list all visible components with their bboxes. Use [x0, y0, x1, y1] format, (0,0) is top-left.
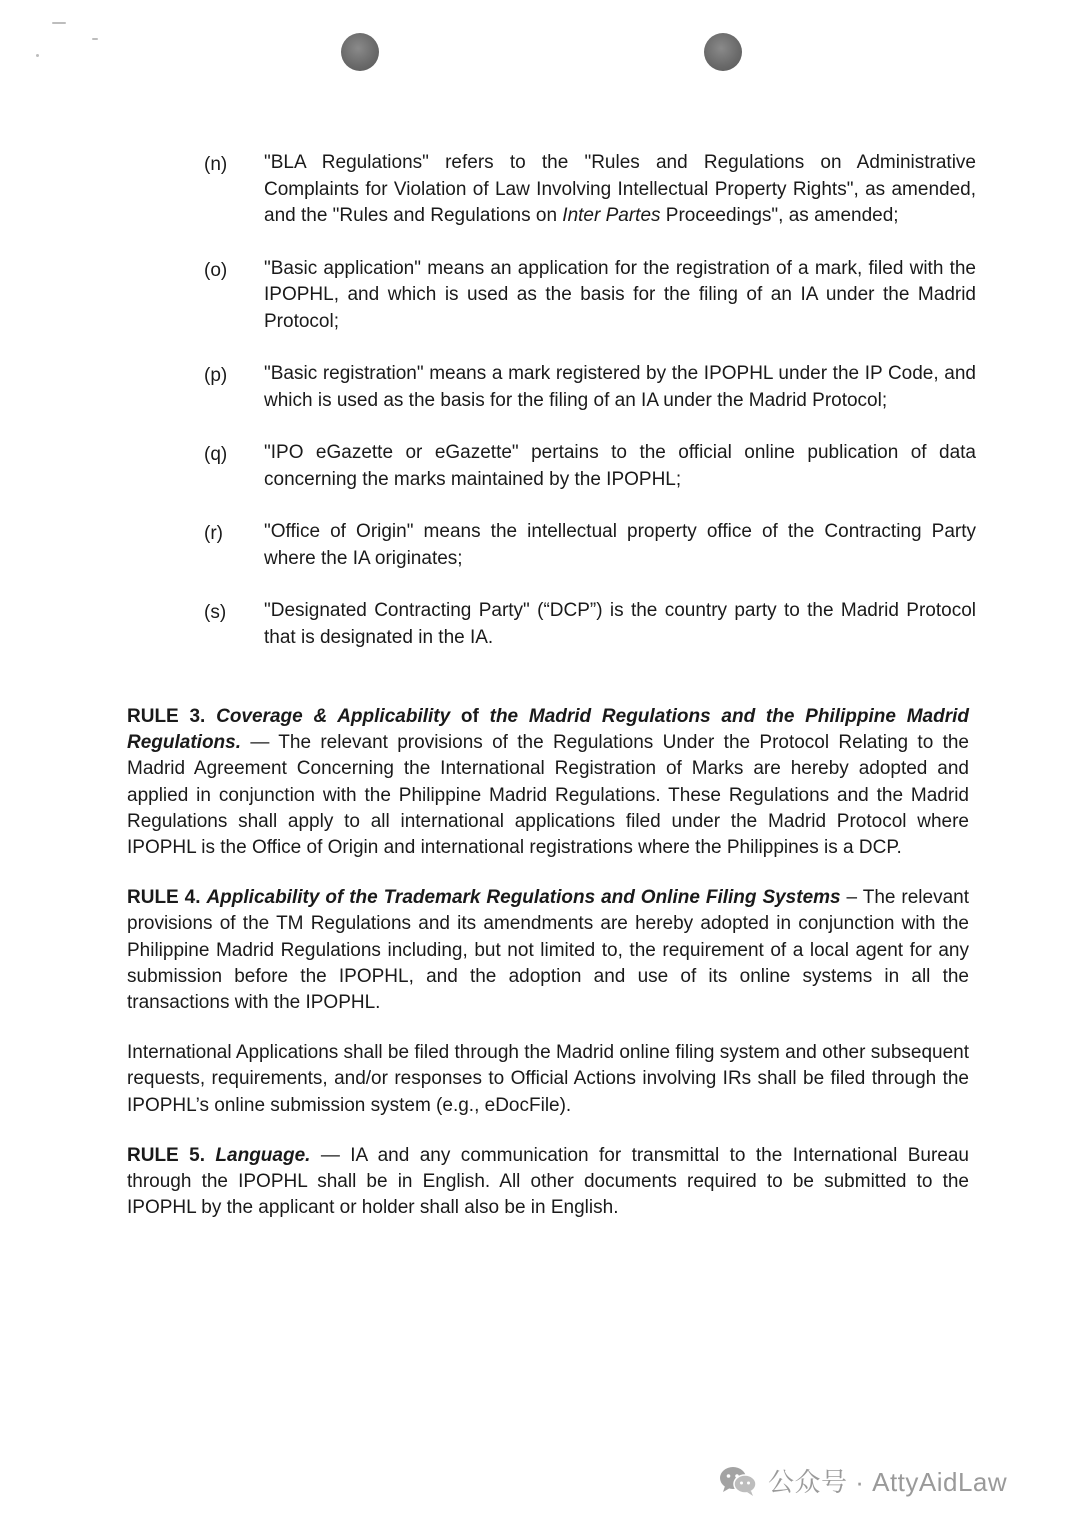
rule-number: RULE 4. [127, 887, 201, 909]
rule-3-paragraph [127, 704, 969, 861]
rule-4-paragraph [127, 885, 969, 1016]
definition-text: "Basic application" means an application for the registration of a mark, filed with the IPOPHL, and which is used as the basis for the filing of an IA under the Madrid Protocol; [264, 257, 976, 332]
punch-hole-right [704, 33, 742, 71]
definition-item-r [204, 519, 976, 572]
definition-letter: (o) [204, 259, 228, 281]
rule-body: — IA and any communication for transmittal to the International Bureau through the IPOPHL shall be in English. All other documents required to be submitted to the IPOPHL by the applicant or holder shall also be in English. [127, 1144, 969, 1219]
scan-speck [36, 54, 39, 57]
rule-title: Coverage & Applicability [216, 706, 451, 727]
rule-title: Language. [215, 1144, 311, 1166]
definition-text-part: "BLA Regulations" refers to the "Rules and Regulations on Administrative Complaints for Violation of Law Involving Intellectual Property Rights", as amended, and the "Rules and Regulations on [264, 152, 976, 226]
scan-speck [52, 22, 66, 24]
rule-body: — The relevant provisions of the Regulations Under the Protocol Relating to the Madrid Agreement Concerning the International Registration of Marks are hereby adopted and applied in conjunction with the Philippine Madrid Regulations. These Regulations and the Madrid Regulations shall apply to all international applications filed under the Madrid Protocol where IPOPHL is the Office of Origin and international registrations where the Philippines is a DCP. [127, 732, 969, 859]
definition-text [264, 150, 976, 230]
scan-speck [92, 38, 98, 40]
definition-item-s [204, 598, 976, 651]
definition-text-italic: Inter Partes [562, 205, 661, 226]
definition-text: "Designated Contracting Party" (“DCP”) is the country party to the Madrid Protocol that is designated in the IA. [264, 600, 976, 648]
rule-title: Applicability of the Trademark Regulations and Online Filing Systems [206, 887, 841, 909]
rule-title: the Madrid Regulations and the Philippine Madrid Regulations. [127, 706, 969, 754]
definition-text-part: Proceedings", as amended; [660, 205, 899, 226]
definition-item-q [204, 440, 976, 493]
definition-letter: (s) [204, 602, 227, 623]
rule-5-paragraph [127, 1143, 969, 1222]
watermark-text: 公众号 · AttyAidLaw [768, 1467, 1008, 1497]
definition-item-n [204, 150, 976, 230]
watermark [718, 1462, 1007, 1499]
rules-section [127, 704, 969, 1245]
definition-text: "Basic registration" means a mark registered by the IPOPHL under the IP Code, and which is used as the basis for the filing of an IA under the Madrid Protocol; [264, 363, 976, 411]
punch-hole-left [341, 33, 379, 71]
rule-number: RULE 5. [127, 1144, 205, 1166]
definitions-list [204, 150, 976, 651]
definition-item-p [204, 361, 976, 414]
definition-letter: (r) [204, 523, 223, 544]
rule-body: – The relevant provisions of the TM Regulations and its amendments are hereby adopted in conjunction with the Philippine Madrid Regulations including, but not limited to, the requirement of a local agent for any submission before the IPOPHL, and the adoption and use of its online systems in all the transactions with the IPOPHL. [127, 887, 969, 1014]
definition-letter: (p) [204, 365, 228, 386]
definition-text: "IPO eGazette or eGazette" pertains to the official online publication of data concerning the marks maintained by the IPOPHL; [264, 442, 976, 490]
definition-item-o [204, 256, 976, 336]
definition-letter: (q) [204, 444, 228, 465]
wechat-icon [718, 1465, 758, 1497]
definition-text: "Office of Origin" means the intellectual property office of the Contracting Party where the IA originates; [264, 521, 976, 569]
rule-number: RULE 3. [127, 706, 206, 727]
definition-letter: (n) [204, 154, 228, 175]
rule-title-connector: of [450, 706, 490, 727]
rule-4-continuation-paragraph: International Applications shall be filed through the Madrid online filing system and other subsequent requests, requirements, and/or responses to Official Actions involving IRs shall be filed through the IPOPHL’s online submission system (e.g., eDocFile). [127, 1042, 969, 1116]
